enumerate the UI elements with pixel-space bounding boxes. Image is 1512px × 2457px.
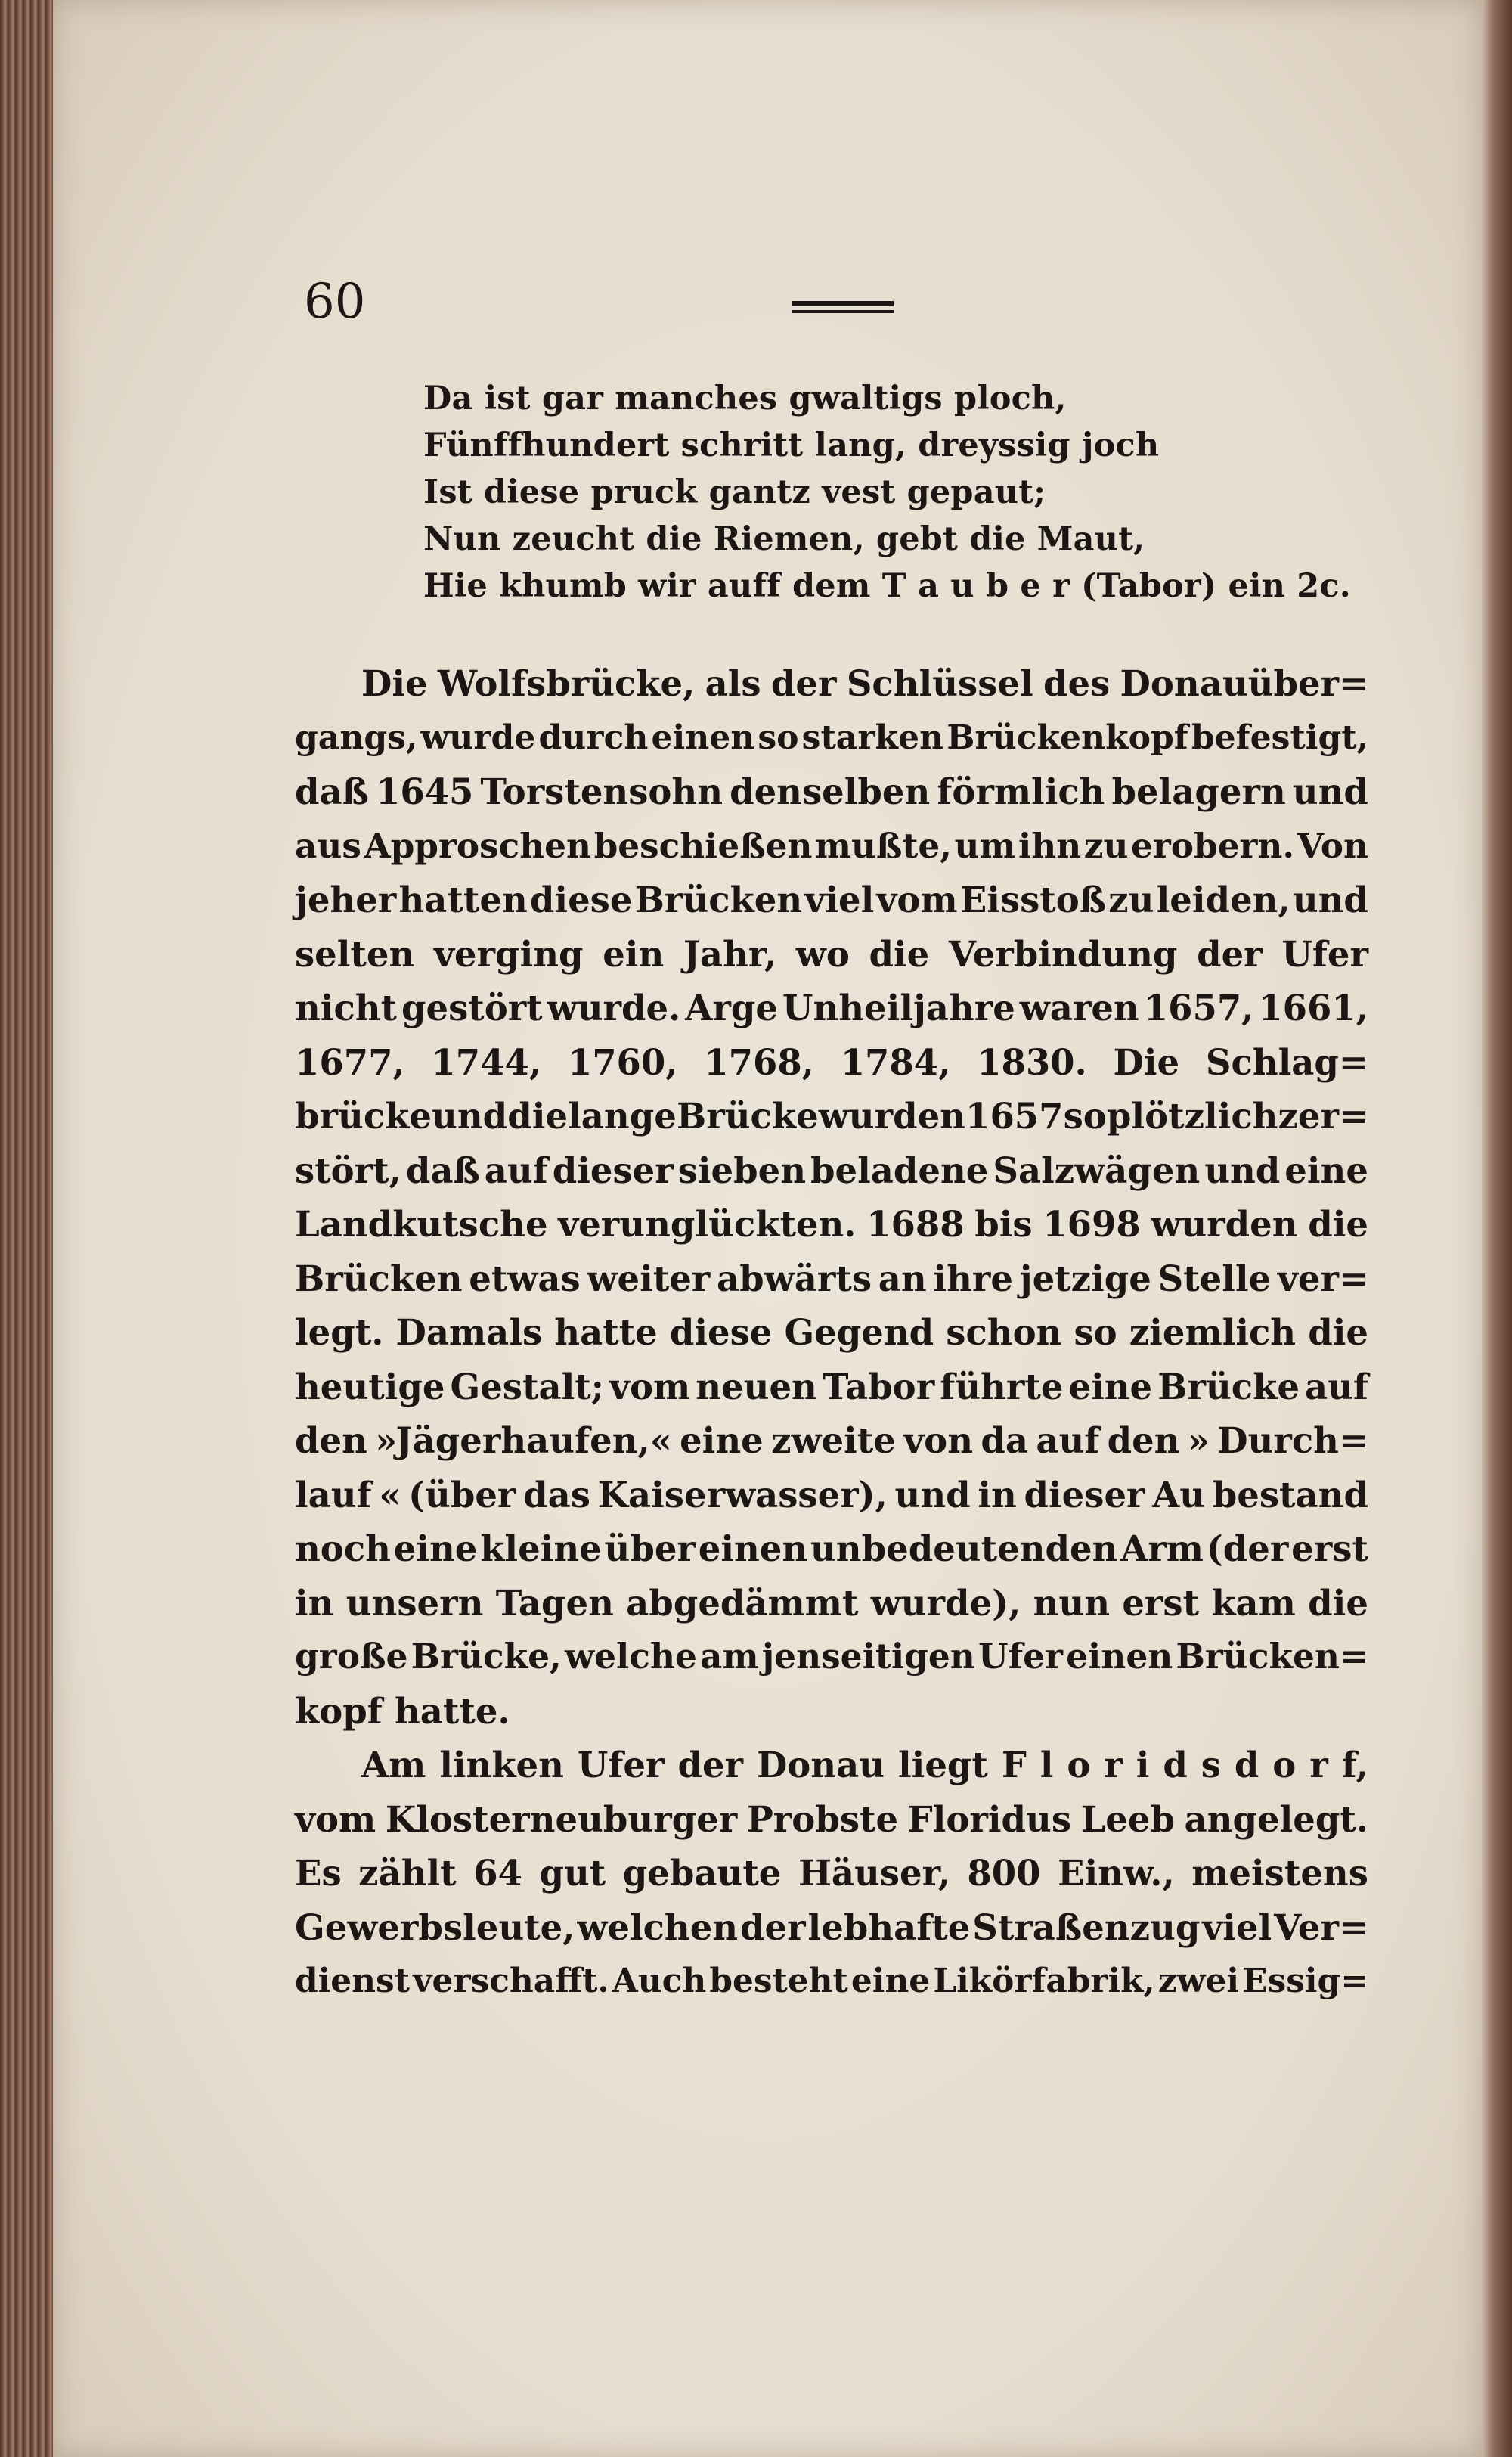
word: Wolfsbrücke, <box>437 662 696 704</box>
word: wurde <box>420 718 536 757</box>
text-line <box>295 1846 1368 1900</box>
word: jetzige <box>1019 1257 1151 1299</box>
word: Unheiljahre <box>782 987 1015 1028</box>
word: (der <box>1206 1528 1289 1569</box>
word: wurden <box>818 1095 965 1137</box>
word: 1677, <box>295 1041 405 1083</box>
word: belagern <box>1111 771 1286 812</box>
text-line <box>295 1522 1368 1576</box>
word: o <box>1272 1744 1297 1785</box>
text-line <box>295 1197 1368 1252</box>
word: brücke <box>295 1095 432 1137</box>
word: Donauüber= <box>1120 662 1368 704</box>
word: Brücken= <box>1176 1636 1368 1677</box>
word: den <box>1107 1419 1180 1461</box>
word: ver= <box>1277 1257 1368 1299</box>
word: verschafft. <box>413 1962 609 2000</box>
word: F <box>1001 1744 1027 1785</box>
word: Von <box>1297 824 1368 866</box>
word: « <box>379 1473 401 1515</box>
word: der <box>1197 932 1263 975</box>
word: und <box>1292 879 1368 920</box>
word: angelegt. <box>1184 1798 1368 1840</box>
word: das <box>523 1473 590 1515</box>
word: Gewerbsleute, <box>295 1906 575 1948</box>
word: Probste <box>746 1798 899 1840</box>
word: jenseitigen <box>761 1636 975 1677</box>
word: an <box>878 1257 927 1299</box>
word: Brücken <box>634 879 803 920</box>
word: Schlüssel <box>846 662 1033 704</box>
word: zwei <box>1157 1962 1240 2000</box>
word: von <box>903 1419 973 1461</box>
word: plötzlich <box>1106 1095 1278 1137</box>
text-line <box>295 1143 1368 1198</box>
word: beschießen <box>593 824 813 866</box>
word: i <box>1136 1744 1150 1785</box>
text-line <box>295 1792 1368 1847</box>
word: unbedeutenden <box>810 1528 1118 1569</box>
word: und <box>1204 1149 1281 1191</box>
word: um <box>954 824 1016 866</box>
word: d <box>1234 1744 1259 1785</box>
word: eine <box>680 1419 764 1461</box>
word: beladene <box>810 1149 989 1191</box>
word: aus <box>295 824 361 866</box>
page-number: 60 <box>304 274 366 330</box>
word: eine <box>393 1528 478 1569</box>
word: s <box>1201 1744 1221 1785</box>
word: bis <box>974 1203 1033 1245</box>
word: die <box>869 932 930 975</box>
word: führte <box>940 1365 1064 1407</box>
word: daß <box>295 771 369 812</box>
word: auf <box>1304 1365 1368 1407</box>
word: Arge <box>685 987 778 1028</box>
word: 1768, <box>704 1041 814 1083</box>
text-line <box>295 1576 1368 1630</box>
word: ihre <box>933 1257 1014 1299</box>
word: »Jägerhaufen,« <box>375 1419 672 1461</box>
word: die <box>1308 1311 1368 1353</box>
word: Gestalt; <box>450 1365 604 1407</box>
word: da <box>981 1419 1028 1461</box>
word: Arm <box>1120 1528 1204 1569</box>
word: lebhafte <box>807 1906 971 1948</box>
word: die <box>507 1095 569 1137</box>
verse-line: Da ist gar manches gwaltigs ploch, <box>423 380 1067 417</box>
word: Die <box>1113 1041 1180 1083</box>
word: mußte, <box>815 824 952 866</box>
text-line <box>295 656 1368 711</box>
header-rule <box>792 301 894 313</box>
word: und <box>894 1473 971 1515</box>
text-line <box>295 1468 1368 1522</box>
word: unsern <box>345 1581 484 1624</box>
word: r <box>1309 1744 1328 1785</box>
word: befestigt, <box>1191 718 1368 757</box>
word: Essig= <box>1242 1962 1368 2000</box>
text-line <box>295 765 1368 819</box>
word: dienst <box>295 1962 410 2000</box>
word: schon <box>946 1311 1062 1353</box>
word: auf <box>1036 1419 1100 1461</box>
word: Salzwägen <box>993 1149 1201 1191</box>
word: waren <box>1019 987 1139 1028</box>
word: r <box>1104 1744 1123 1785</box>
word: kleine <box>480 1528 602 1569</box>
word: wurde), <box>870 1581 1021 1624</box>
text-line <box>295 711 1368 765</box>
word: 1830. <box>977 1041 1087 1083</box>
word: bestand <box>1212 1473 1368 1515</box>
word: legt. <box>295 1311 384 1353</box>
text-line <box>295 1954 1368 2009</box>
word: über <box>604 1528 696 1569</box>
text-line <box>295 1305 1368 1360</box>
word: welchen <box>577 1906 739 1948</box>
word: zweite <box>771 1419 896 1461</box>
word: so <box>758 718 799 757</box>
word: hatte <box>554 1311 658 1353</box>
word: vom <box>876 879 958 920</box>
word: den <box>295 1419 367 1461</box>
word: neuen <box>696 1365 817 1407</box>
page-edge-right <box>1482 0 1512 2457</box>
word: Durch= <box>1217 1419 1368 1461</box>
body-text <box>295 656 1368 2009</box>
word: jeher <box>295 879 397 920</box>
verse-block <box>423 375 1391 610</box>
word: dieser <box>1024 1473 1145 1515</box>
word: in <box>978 1473 1017 1515</box>
word: Straßenzug <box>972 1906 1201 1948</box>
word: zählt <box>358 1852 457 1894</box>
word: Ufer <box>577 1744 665 1785</box>
word: vom <box>609 1365 691 1407</box>
word: welche <box>565 1636 697 1677</box>
text-line <box>295 1089 1368 1143</box>
word: Es <box>295 1852 342 1894</box>
word: kam <box>1211 1581 1296 1624</box>
word: förmlich <box>937 771 1105 812</box>
word: Brückenkopf <box>947 718 1188 757</box>
text-line <box>295 1360 1368 1414</box>
word: am <box>700 1636 759 1677</box>
text-line <box>295 927 1368 982</box>
word: denselben <box>730 771 931 812</box>
word: zer= <box>1278 1095 1368 1137</box>
word: » <box>1187 1419 1210 1461</box>
word: erst <box>1122 1581 1200 1624</box>
word: etwas <box>469 1257 581 1299</box>
word: 1657 <box>965 1095 1064 1137</box>
text-line: kopf hatte. <box>295 1689 510 1732</box>
word: f, <box>1341 1744 1368 1785</box>
word: 1744, <box>431 1041 542 1083</box>
word: verging <box>433 932 584 975</box>
text-line <box>295 1035 1368 1090</box>
word: der <box>740 1906 806 1948</box>
word: viel <box>804 879 875 920</box>
word: dieser <box>552 1149 674 1191</box>
word: die <box>1308 1203 1368 1245</box>
word: Au <box>1152 1473 1206 1515</box>
word: gut <box>539 1852 606 1894</box>
word: Ufer <box>978 1636 1063 1677</box>
word: Brücke, <box>411 1636 562 1677</box>
word: Stelle <box>1157 1257 1272 1299</box>
word: des <box>1043 662 1111 704</box>
text-line <box>295 1413 1368 1468</box>
word: 1657, <box>1143 987 1254 1028</box>
word: abwärts <box>717 1257 872 1299</box>
text-line <box>295 1900 1368 1955</box>
word: Auch <box>612 1962 707 2000</box>
word: Einw., <box>1058 1852 1175 1894</box>
word: gangs, <box>295 718 418 757</box>
word: wo <box>795 932 850 975</box>
word: so <box>1063 1095 1107 1137</box>
word: der <box>770 662 837 704</box>
text-line <box>295 819 1368 873</box>
word: Torstensohn <box>480 771 723 812</box>
word: Tagen <box>495 1581 614 1624</box>
word: liegt <box>897 1744 988 1785</box>
word: lange <box>568 1095 677 1137</box>
word: und <box>1292 771 1368 812</box>
word: Die <box>361 662 428 704</box>
word: auf <box>484 1149 548 1191</box>
word: starken <box>801 718 944 757</box>
word: Gegend <box>784 1311 934 1353</box>
word: die <box>1308 1581 1368 1624</box>
word: Kaiserwasser), <box>597 1473 888 1515</box>
word: nun <box>1033 1581 1111 1624</box>
word: Eisstoß <box>959 879 1107 920</box>
word: nicht <box>295 987 398 1028</box>
word: viel <box>1202 1906 1272 1948</box>
word: eine <box>850 1962 931 2000</box>
word: wurden <box>1151 1203 1298 1245</box>
word: einen <box>1066 1636 1173 1677</box>
verse-line: Fünffhundert schritt lang, dreyssig joch <box>423 427 1160 464</box>
word: sieben <box>677 1149 807 1191</box>
word: daß <box>405 1149 480 1191</box>
word: Brücke <box>676 1095 819 1137</box>
text-line <box>295 981 1368 1035</box>
verse-line: Ist diese pruck gantz vest gepaut; <box>423 473 1046 511</box>
word: Leeb <box>1080 1798 1175 1840</box>
word: 1645 <box>375 771 474 812</box>
word: Tabor <box>822 1365 935 1407</box>
text-line <box>295 873 1368 927</box>
text-line <box>295 1630 1368 1684</box>
verse-line: Nun zeucht die Riemen, gebt die Maut, <box>423 520 1145 558</box>
word: in <box>295 1581 334 1624</box>
word: Ver= <box>1274 1906 1368 1948</box>
word: Schlag= <box>1205 1041 1368 1083</box>
word: ihn <box>1018 824 1082 866</box>
word: der <box>677 1744 744 1785</box>
word: 800 <box>967 1852 1041 1894</box>
word: Floridus <box>907 1798 1072 1840</box>
verse-line: Hie khumb wir auff dem T a u b e r (Tabor) ein 2c. <box>423 567 1351 605</box>
word: besteht <box>709 1962 848 2000</box>
word: zu <box>1083 824 1129 866</box>
word: o <box>1067 1744 1091 1785</box>
word: eine <box>1284 1149 1368 1191</box>
word: ein <box>603 932 665 975</box>
word: lauf <box>295 1473 372 1515</box>
word: diese <box>669 1311 773 1353</box>
word: (über <box>408 1473 516 1515</box>
word: stört, <box>295 1149 401 1191</box>
word: Häuser, <box>798 1852 950 1894</box>
word: noch <box>295 1528 391 1569</box>
word: gestört <box>401 987 543 1028</box>
word: Ufer <box>1281 932 1368 975</box>
word: vom <box>295 1798 376 1840</box>
word: weiter <box>587 1257 711 1299</box>
word: hatten <box>398 879 528 920</box>
word: Landkutsche <box>295 1203 548 1245</box>
word: 64 <box>473 1852 522 1894</box>
word: 1661, <box>1258 987 1368 1028</box>
word: große <box>295 1636 408 1677</box>
text-line <box>295 1252 1368 1306</box>
word: wurde. <box>547 987 681 1028</box>
word: als <box>705 662 761 704</box>
text-line <box>295 1738 1368 1792</box>
word: diese <box>529 879 633 920</box>
word: gebaute <box>622 1852 782 1894</box>
word: abgedämmt <box>626 1581 859 1624</box>
word: einen <box>651 718 755 757</box>
word: Approschen <box>364 824 591 866</box>
word: leiden, <box>1156 879 1290 920</box>
word: durch <box>538 718 649 757</box>
word: l <box>1040 1744 1054 1785</box>
word: 1760, <box>567 1041 678 1083</box>
word: einen <box>698 1528 808 1569</box>
word: meistens <box>1191 1852 1368 1894</box>
word: so <box>1074 1311 1117 1353</box>
word: 1688 <box>866 1203 965 1245</box>
word: Brücken <box>295 1257 463 1299</box>
word: und <box>432 1095 508 1137</box>
word: Brücke <box>1157 1365 1300 1407</box>
word: zu <box>1108 879 1154 920</box>
word: Klosterneuburger <box>385 1798 738 1840</box>
word: Verbindung <box>948 932 1178 975</box>
word: Donau <box>756 1744 885 1785</box>
word: Likörfabrik, <box>933 1962 1155 2000</box>
word: 1698 <box>1043 1203 1141 1245</box>
word: ziemlich <box>1129 1311 1297 1353</box>
word: selten <box>295 932 415 975</box>
book-spine-edge <box>0 0 53 2457</box>
word: heutige <box>295 1365 445 1407</box>
word: d <box>1163 1744 1188 1785</box>
word: erobern. <box>1131 824 1295 866</box>
word: Damals <box>395 1311 543 1353</box>
word: linken <box>439 1744 564 1785</box>
word: 1784, <box>840 1041 951 1083</box>
word: Jahr, <box>683 932 777 975</box>
word: erst <box>1291 1528 1368 1569</box>
word: verunglückten. <box>558 1203 857 1245</box>
word: Am <box>361 1744 426 1785</box>
word: eine <box>1068 1365 1153 1407</box>
